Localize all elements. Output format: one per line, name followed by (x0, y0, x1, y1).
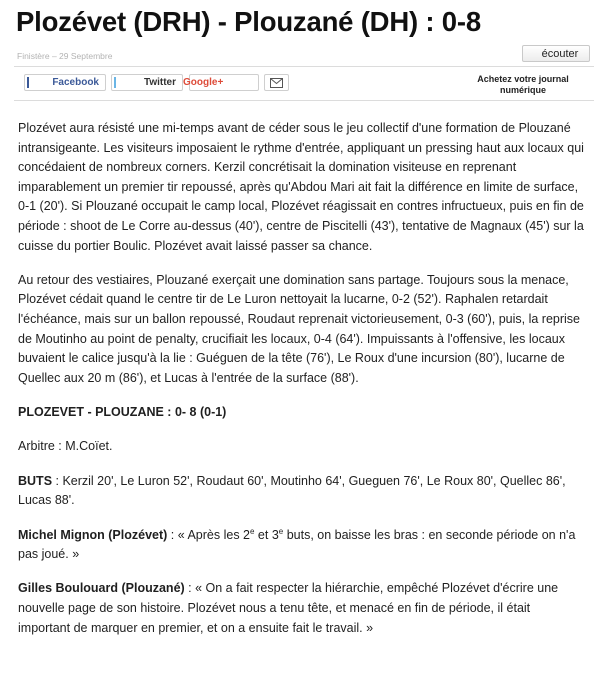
article-title: Plozévet (DRH) - Plouzané (DH) : 0-8 (16, 6, 481, 37)
buy-digital-journal-link[interactable]: Achetez votre journal numérique (477, 74, 569, 95)
goals-label: BUTS (18, 473, 53, 488)
email-share-button[interactable] (264, 74, 289, 91)
ordinal-suffix: e (250, 526, 255, 536)
google-plus-share-button[interactable] (183, 74, 259, 91)
ordinal-suffix: e (278, 526, 284, 536)
referee-line: Arbitre : M.Coïet. (18, 439, 113, 454)
facebook-label: Facebook (52, 77, 99, 88)
envelope-icon (270, 78, 283, 88)
goals-line (18, 472, 584, 511)
quote-text: : « On a fait respecter la hiérarchie, empêché Plozévet d'écrire une nouvelle page de son histoire. Plozévet nous a tenu tête, et menacé en fin de période, il était important de marquer en premier, et on a ensuite fait le travail. » (18, 581, 559, 635)
article-paragraph: Plozévet aura résisté une mi-temps avant de céder sous le jeu collectif d'une formation de Plouzané intransigeante. Les visiteurs imposaient le rythme d'entrée, appliquant un pressing haut aux locaux qui concédaient de nombreux corners. Kerzil concrétisait la domination visiteuse en reprenant imparablement un premier tir repoussé, après qu'Abdou Mari ait fait la différence en limite de surface, 0-1 (20'). Si Plouzané occupait le camp local, Plozévet réagissait en contres infructueux, puis en fin de période : shoot de Le Corre au-dessus (40'), centre de Piscitelli (43'), tentative de Magnaux (45') sur la cuisse du portier Boulic. Plozévet avait laissé passer sa chance. (18, 121, 584, 253)
quote-text: buts, on baisse les bras : en seconde période on n'a pas joué. » (18, 527, 576, 562)
goals-text: : Kerzil 20', Le Luron 52', Roudaut 60', Moutinho 64', Gueguen 76', Le Roux 80', Quellec 86', Lucas 88'. (18, 473, 566, 508)
article-body (18, 119, 584, 653)
listen-button[interactable]: écouter (522, 45, 590, 62)
twitter-icon (114, 77, 116, 88)
share-bar (14, 66, 594, 101)
quote-mignon (18, 526, 584, 565)
facebook-icon (27, 77, 29, 88)
google-plus-label: Google+ (183, 77, 224, 88)
quote-boulouard (18, 579, 584, 638)
score-heading-text: PLOZEVET - PLOUZANE : 0- 8 (0-1) (18, 405, 227, 420)
twitter-label: Twitter (143, 77, 176, 88)
article-meta: Finistère – 29 Septembre (17, 51, 113, 61)
facebook-share-button[interactable] (24, 74, 106, 91)
article-paragraph: Au retour des vestiaires, Plouzané exerçait une domination sans partage. Toujours sous la menace, Plozévet cédait quand le centre tir de Le Luron nettoyait la lucarne, 0-2 (52'). Raphalen retardait l'échéance, mais sur un ballon repoussé, Roudaut reprenait victorieusement, 0-3 (60'), puis, la reprise de Moutinho au point de penalty, crucifiait les locaux, 0-4 (64'). Impuissants à l'offensive, les locaux buvaient le calice jusqu'à la lie : Guéguen de la tête (76'), Le Roux d'une incursion (80'), lucarne de Quellec aux 20 m (86'), et Lucas à l'entrée de la surface (88'). (18, 272, 581, 385)
score-heading (18, 403, 584, 423)
quote-text: : « Après les 2 (167, 527, 250, 542)
quote-speaker: Gilles Boulouard (Plouzané) (18, 581, 185, 596)
quote-speaker: Michel Mignon (Plozévet) (18, 527, 168, 542)
quote-text: et 3 (254, 527, 279, 542)
twitter-share-button[interactable] (111, 74, 183, 91)
